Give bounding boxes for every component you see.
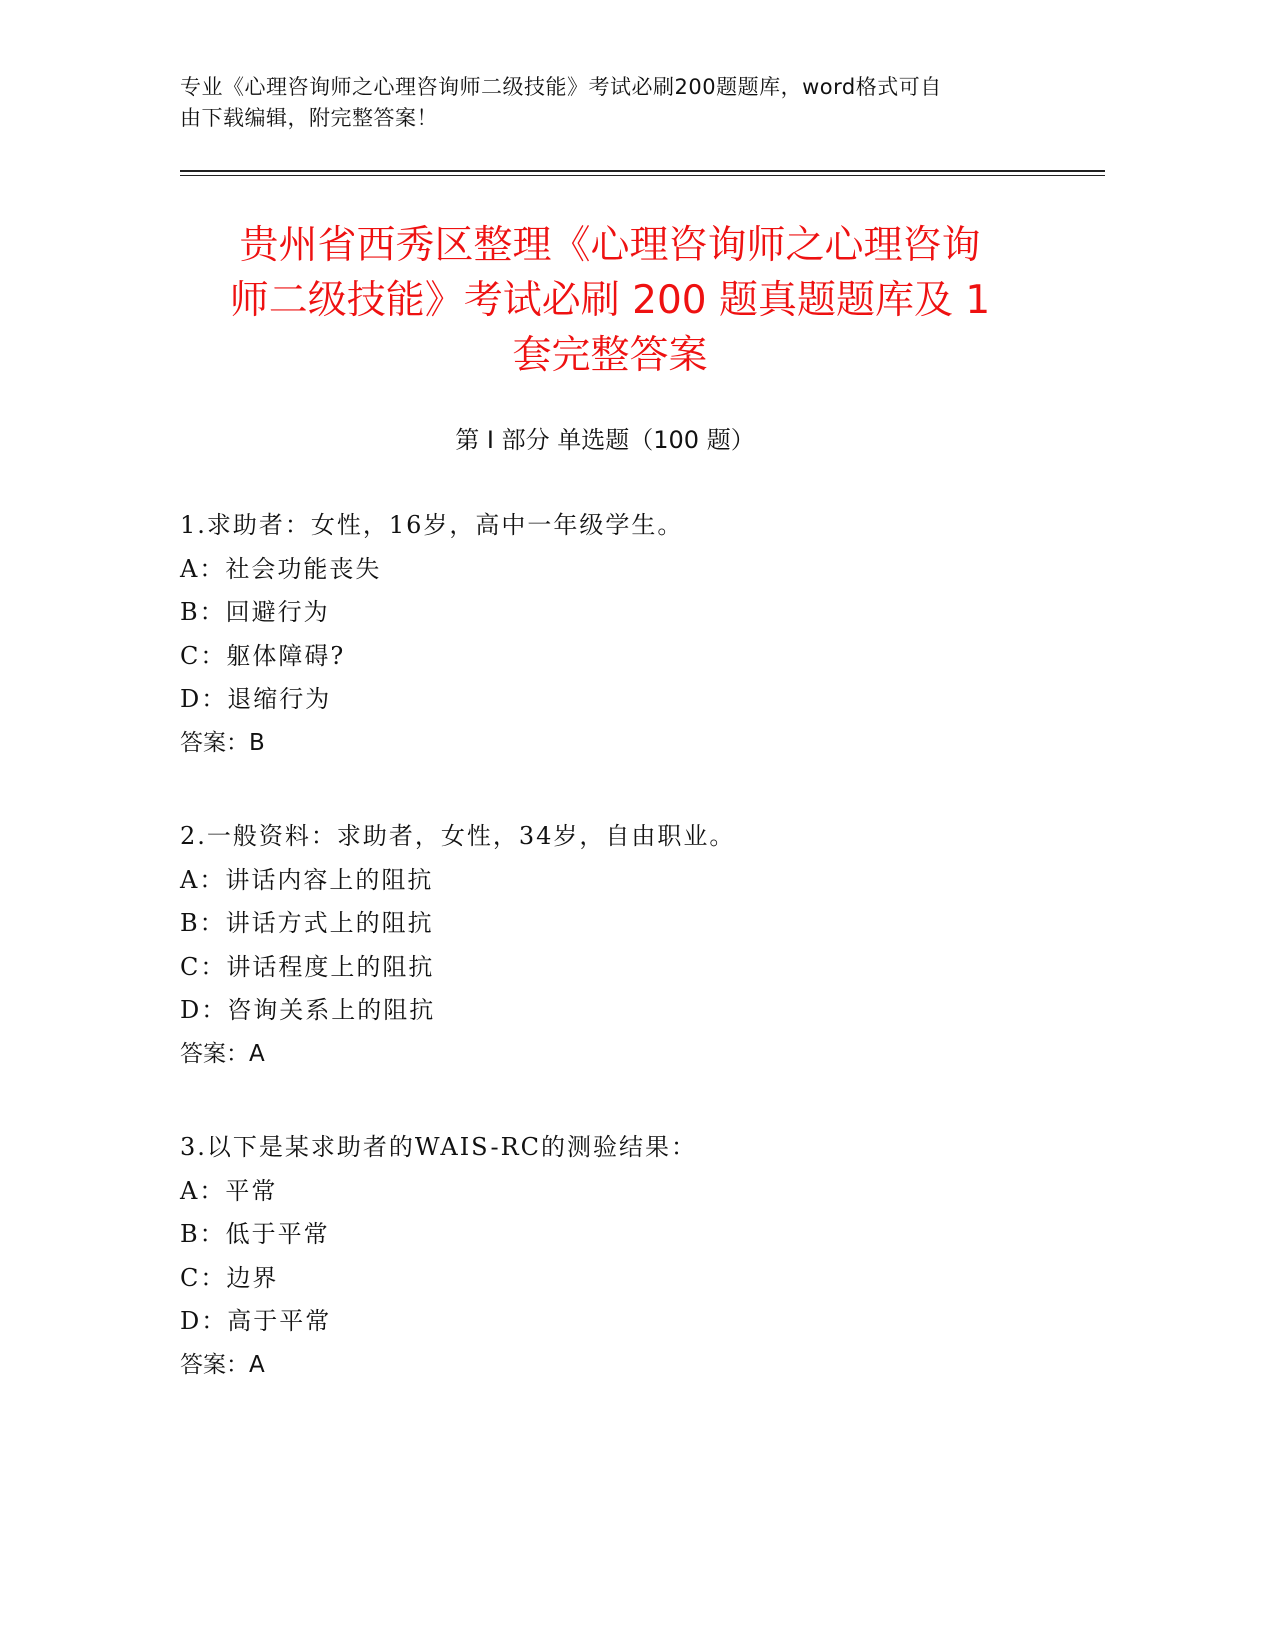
option-c: C：边界: [180, 1263, 279, 1292]
option-a: A：社会功能丧失: [180, 554, 382, 583]
option-d: D：退缩行为: [180, 685, 332, 713]
title-line-1: 贵州省西秀区整理《心理咨询师之心理咨询: [239, 223, 981, 268]
answer-line: 答案：B: [180, 729, 265, 756]
option-d: D：咨询关系上的阻抗: [180, 996, 436, 1024]
question-stem: 3.以下是某求助者的WAIS-RC的测验结果：: [180, 1133, 698, 1161]
option-c: C：躯体障碍?: [180, 641, 346, 670]
title-line-3: 套完整答案: [512, 333, 708, 378]
question-list: [180, 504, 1080, 1437]
option-d: D：高于平常: [180, 1307, 332, 1335]
question-stem: 2.一般资料：求助者，女性，34岁，自由职业。: [180, 822, 736, 850]
title-line-2: 师二级技能》考试必刷 200 题真题题库及 1: [229, 278, 991, 323]
header-note: [180, 72, 1040, 134]
option-a: A：平常: [180, 1176, 278, 1205]
section-heading: 第 I 部分 单选题（100 题）: [455, 426, 755, 454]
header-divider-thin: [180, 175, 1105, 176]
question-item: [180, 1126, 1080, 1387]
option-b: B：回避行为: [180, 598, 330, 626]
document-title: [190, 218, 1030, 383]
option-b: B：讲话方式上的阻抗: [180, 909, 434, 937]
option-c: C：讲话程度上的阻抗: [180, 952, 435, 981]
header-divider-thick: [180, 170, 1105, 172]
answer-line: 答案：A: [180, 1351, 265, 1378]
option-b: B：低于平常: [180, 1220, 330, 1248]
header-note-line-2: 由下载编辑，附完整答案！: [180, 106, 438, 130]
question-item: [180, 504, 1080, 765]
header-note-line-1: 专业《心理咨询师之心理咨询师二级技能》考试必刷200题题库，word格式可自: [180, 75, 942, 99]
question-stem: 1.求助者：女性，16岁，高中一年级学生。: [180, 511, 684, 539]
answer-line: 答案：A: [180, 1040, 265, 1067]
option-a: A：讲话内容上的阻抗: [180, 865, 434, 894]
question-item: [180, 815, 1080, 1076]
